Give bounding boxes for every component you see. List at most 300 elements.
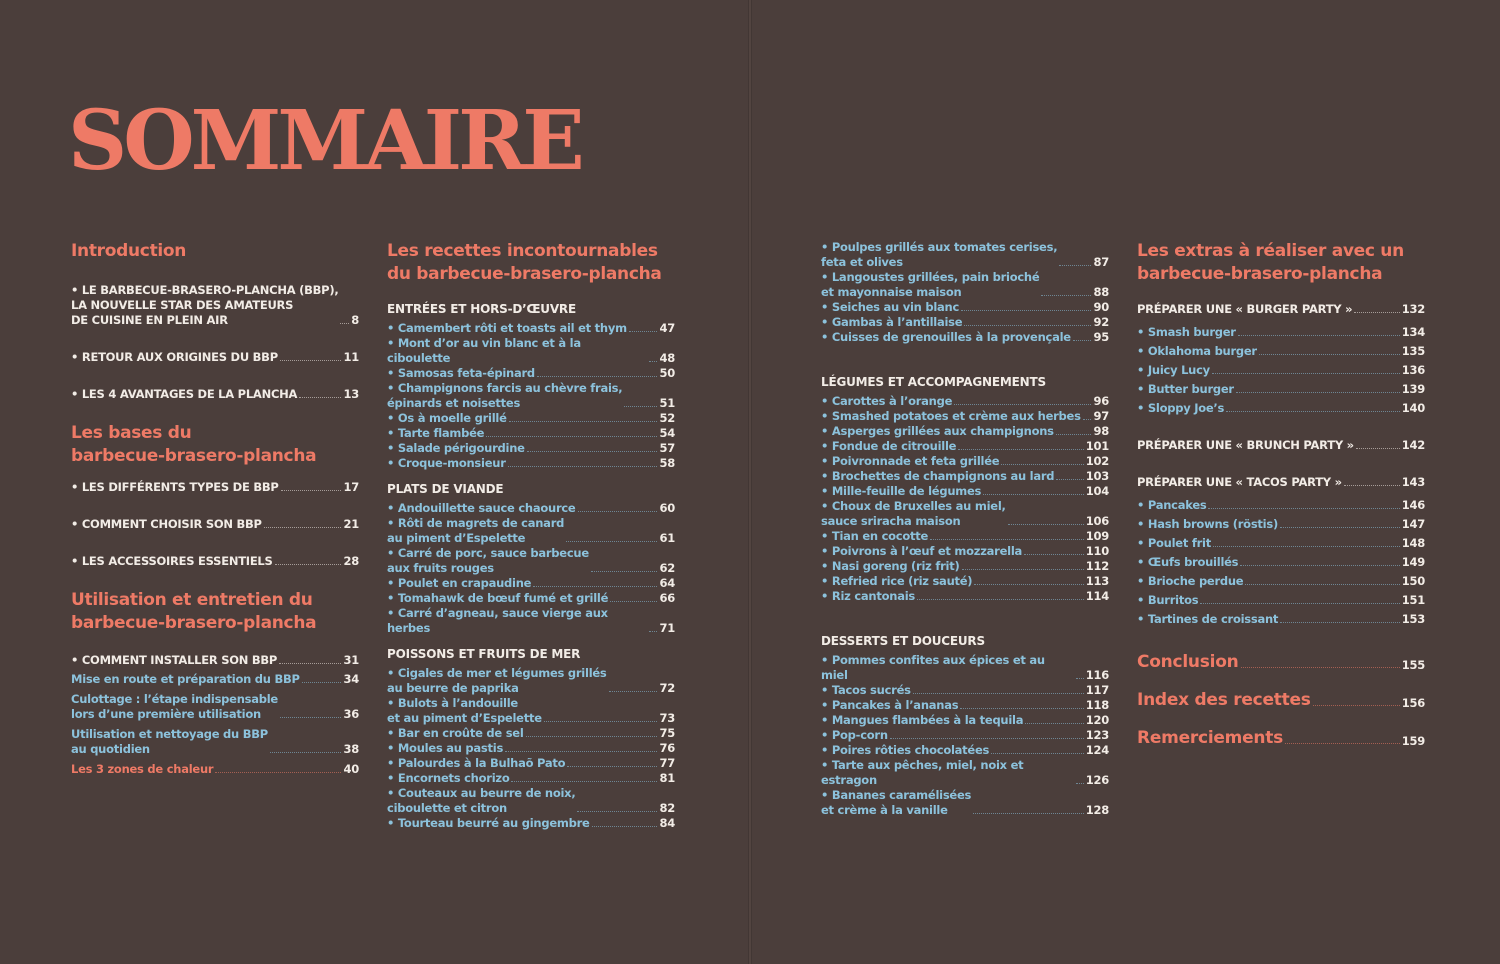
section-heading: Utilisation et entretien du barbecue-brasero-plancha [71, 590, 317, 633]
section-heading: Les extras à réaliser avec un barbecue-brasero-plancha [1137, 241, 1404, 284]
dot-leader [983, 494, 1084, 495]
toc-entry[interactable] [387, 771, 675, 786]
toc-entry[interactable] [71, 480, 359, 495]
dot-leader [270, 752, 342, 753]
toc-page-number: 71 [659, 621, 675, 635]
dot-leader [1083, 419, 1092, 420]
toc-page-number: 21 [343, 517, 359, 531]
toc-entry-label[interactable]: • Tarte aux pêches, miel, noix et estragon [821, 758, 1024, 787]
dot-leader [1212, 373, 1400, 374]
toc-entry[interactable] [821, 240, 1109, 270]
toc-page-number: 75 [659, 726, 675, 740]
toc-entry-label[interactable]: • Riz cantonais [821, 589, 915, 603]
toc-entry[interactable] [1137, 612, 1425, 627]
toc-entry-label[interactable]: • Carré d’agneau, sauce vierge aux herbes [387, 606, 608, 635]
toc-page-number: 104 [1085, 484, 1109, 498]
toc-entry-label[interactable]: • Tian en cocotte [821, 529, 929, 543]
toc-page-number: 114 [1085, 589, 1109, 603]
toc-column-4 [1137, 240, 1425, 749]
dot-leader [629, 331, 658, 332]
toc-entry[interactable] [387, 411, 675, 426]
dot-leader [592, 826, 658, 827]
toc-entry-label[interactable]: • Bananes caramélisées et crème à la vanille [821, 788, 972, 817]
toc-entry[interactable] [1137, 302, 1425, 317]
toc-page-number: 126 [1085, 773, 1109, 787]
toc-entry-label[interactable]: • Encornets chorizo [387, 771, 510, 785]
dot-leader [215, 772, 341, 773]
toc-page-number: 90 [1093, 300, 1109, 314]
toc-column-1 [71, 240, 359, 777]
toc-entry-label[interactable]: • LES ACCESSOIRES ESSENTIELS [71, 554, 273, 568]
dot-leader [609, 691, 658, 692]
dot-leader [505, 751, 657, 752]
toc-page-number: 128 [1085, 803, 1109, 817]
toc-page-number: 112 [1085, 559, 1109, 573]
toc-entry[interactable] [387, 726, 675, 741]
toc-entry[interactable] [821, 758, 1109, 788]
toc-entry[interactable] [1137, 475, 1425, 490]
toc-entry-label[interactable]: • Carottes à l’orange [821, 394, 953, 408]
dot-leader [280, 717, 342, 718]
toc-entry-label[interactable]: • Sloppy Joe’s [1137, 401, 1225, 415]
toc-entry-label[interactable]: • Carré de porc, sauce barbecue aux fruits rouges [387, 546, 589, 575]
dot-leader [1259, 354, 1400, 355]
subsection-title: LÉGUMES ET ACCOMPAGNEMENTS [821, 375, 1046, 389]
toc-entry-label[interactable]: • RETOUR AUX ORIGINES DU BBP [71, 350, 278, 364]
toc-entry-label[interactable]: • Burritos [1137, 593, 1199, 607]
dot-leader [1238, 335, 1400, 336]
toc-entry-label[interactable]: • Nasi goreng (riz frit) [821, 559, 960, 573]
toc-page-number: 96 [1093, 394, 1109, 408]
dot-leader [1208, 508, 1399, 509]
toc-entry-label[interactable]: • Œufs brouillés [1137, 555, 1239, 569]
toc-entry[interactable] [387, 546, 675, 576]
toc-page-number: 40 [343, 762, 359, 776]
toc-entry[interactable] [821, 409, 1109, 424]
toc-entry[interactable] [71, 727, 359, 757]
dot-leader [279, 663, 341, 664]
toc-entry[interactable] [821, 574, 1109, 589]
toc-page-number: 140 [1401, 401, 1425, 415]
spacer [1137, 317, 1425, 321]
toc-entry[interactable] [387, 786, 675, 816]
toc-page-number: 54 [659, 426, 675, 440]
dot-leader [567, 766, 657, 767]
spacer [1137, 490, 1425, 494]
toc-entry-label[interactable]: • Palourdes à la Bulhaõ Pato [387, 756, 566, 770]
toc-entry-label[interactable]: • Tomahawk de bœuf fumé et grillé [387, 591, 609, 605]
toc-entry[interactable] [387, 381, 675, 411]
toc-page-number: 147 [1401, 517, 1425, 531]
dot-leader [508, 466, 658, 467]
toc-entry-label[interactable]: • Pancakes à l’ananas [821, 698, 959, 712]
toc-page-number: 153 [1401, 612, 1425, 626]
toc-page-number: 73 [659, 711, 675, 725]
toc-entry[interactable] [821, 454, 1109, 469]
dot-leader [566, 541, 657, 542]
dot-leader [973, 813, 1084, 814]
toc-entry[interactable] [1137, 438, 1425, 453]
toc-entry[interactable] [387, 441, 675, 456]
toc-entry-label[interactable]: • Brioche perdue [1137, 574, 1244, 588]
toc-page-number: 146 [1401, 498, 1425, 512]
toc-entry-label[interactable]: • Cuisses de grenouilles à la provençale [821, 330, 1071, 344]
toc-entry-label[interactable]: PRÉPARER UNE « BURGER PARTY » [1137, 302, 1353, 316]
dot-leader [280, 360, 342, 361]
toc-entry-label[interactable]: • Langoustes grillées, pain brioché et mayonnaise maison [821, 270, 1040, 299]
toc-entry[interactable] [71, 283, 359, 328]
dot-leader [1059, 265, 1091, 266]
toc-entry[interactable] [821, 544, 1109, 559]
toc-page-number: 81 [659, 771, 675, 785]
toc-page-number: 38 [343, 742, 359, 756]
toc-page-number: 98 [1093, 424, 1109, 438]
toc-page-number: 135 [1401, 344, 1425, 358]
dot-leader [1076, 783, 1084, 784]
toc-page-number: 123 [1085, 728, 1109, 742]
toc-page-number: 64 [659, 576, 675, 590]
toc-entry[interactable] [387, 501, 675, 516]
toc-entry-label[interactable]: • Rôti de magrets de canard au piment d’Espelette [387, 516, 565, 545]
toc-entry[interactable] [387, 591, 675, 606]
dot-leader [913, 693, 1084, 694]
toc-entry-label[interactable]: Conclusion [1137, 652, 1239, 672]
dot-leader [964, 325, 1091, 326]
toc-page-number: 58 [659, 456, 675, 470]
toc-page-number: 142 [1401, 438, 1425, 452]
dot-leader [1056, 434, 1092, 435]
toc-entry-label[interactable]: • Poulet en crapaudine [387, 576, 532, 590]
subsection-title: POISSONS ET FRUITS DE MER [387, 647, 581, 661]
toc-page-number: 84 [659, 816, 675, 830]
toc-entry-label[interactable]: • Mangues flambées à la tequila [821, 713, 1024, 727]
toc-entry-label[interactable]: Utilisation et nettoyage du BBP au quotidien [71, 727, 268, 756]
toc-entry[interactable] [71, 762, 359, 777]
dot-leader [649, 631, 657, 632]
toc-page-number: 72 [659, 681, 675, 695]
toc-page-number: 101 [1085, 439, 1109, 453]
page-title: SOMMAIRE [68, 93, 581, 189]
toc-entry-label[interactable]: Mise en route et préparation du BBP [71, 672, 300, 686]
toc-entry[interactable] [387, 696, 675, 726]
toc-entry-label[interactable]: • Poulpes grillés aux tomates cerises, feta et olives [821, 240, 1058, 269]
toc-page-number: 97 [1093, 409, 1109, 423]
dot-leader [577, 811, 657, 812]
toc-entry[interactable] [387, 741, 675, 756]
dot-leader [1354, 312, 1399, 313]
toc-entry-label[interactable]: • Samosas feta-épinard [387, 366, 535, 380]
toc-page-number: 149 [1401, 555, 1425, 569]
toc-entry[interactable] [821, 484, 1109, 499]
toc-entry[interactable] [387, 516, 675, 546]
dot-leader [281, 490, 342, 491]
toc-entry-label[interactable]: • Bar en croûte de sel [387, 726, 524, 740]
toc-entry-label[interactable]: • Choux de Bruxelles au miel, sauce sriracha maison [821, 499, 1006, 528]
toc-entry-label[interactable]: Culottage : l’étape indispensable lors d’une première utilisation [71, 692, 278, 721]
toc-page-number: 124 [1085, 743, 1109, 757]
dot-leader [1226, 411, 1400, 412]
dot-leader [527, 451, 658, 452]
dot-leader [1344, 485, 1400, 486]
toc-entry-label[interactable]: • Andouillette sauce chaource [387, 501, 576, 515]
toc-entry[interactable] [71, 653, 359, 668]
dot-leader [511, 781, 657, 782]
toc-chapter-entry[interactable] [1137, 727, 1425, 749]
toc-entry[interactable] [387, 426, 675, 441]
toc-page-number: 88 [1093, 285, 1109, 299]
toc-entry[interactable] [821, 424, 1109, 439]
toc-page-number: 60 [659, 501, 675, 515]
toc-page-number: 139 [1401, 382, 1425, 396]
section-heading: Les recettes incontournables du barbecue-brasero-plancha [387, 241, 662, 284]
toc-entry-label[interactable]: • Smash burger [1137, 325, 1236, 339]
toc-page-number: 120 [1085, 713, 1109, 727]
dot-leader [954, 404, 1091, 405]
dot-leader [974, 584, 1083, 585]
toc-entry[interactable] [1137, 401, 1425, 416]
toc-entry-label[interactable]: • Pop-corn [821, 728, 888, 742]
dot-leader [1076, 678, 1084, 679]
toc-entry-label[interactable]: Index des recettes [1137, 690, 1311, 710]
dot-leader [958, 449, 1084, 450]
toc-chapter-entry[interactable] [1137, 689, 1425, 711]
toc-entry[interactable] [821, 300, 1109, 315]
toc-entry-label[interactable]: • COMMENT INSTALLER SON BBP [71, 653, 278, 667]
toc-entry-label[interactable]: • Salade périgourdine [387, 441, 525, 455]
dot-leader [591, 571, 658, 572]
toc-entry[interactable] [1137, 555, 1425, 570]
toc-entry-label[interactable]: Les 3 zones de chaleur [71, 762, 214, 776]
toc-entry[interactable] [71, 517, 359, 532]
toc-entry[interactable] [821, 559, 1109, 574]
dot-leader [1285, 743, 1400, 744]
toc-entry-label[interactable]: • Hash browns (röstis) [1137, 517, 1278, 531]
dot-leader [537, 376, 658, 377]
toc-page-number: 143 [1401, 475, 1425, 489]
dot-leader [299, 397, 341, 398]
toc-entry-label[interactable]: • Champignons farcis au chèvre frais, épinards et noisettes [387, 381, 623, 410]
toc-page-number: 156 [1401, 696, 1425, 710]
toc-entry-label[interactable]: • Tourteau beurré au gingembre [387, 816, 590, 830]
toc-page-number: 11 [343, 350, 359, 364]
toc-entry[interactable] [821, 270, 1109, 300]
toc-entry-label[interactable]: • Camembert rôti et toasts ail et thym [387, 321, 627, 335]
toc-page-number: 136 [1401, 363, 1425, 377]
toc-entry[interactable] [1137, 517, 1425, 532]
toc-entry[interactable] [71, 387, 359, 402]
toc-page-number: 134 [1401, 325, 1425, 339]
toc-entry[interactable] [821, 330, 1109, 345]
toc-page-number: 151 [1401, 593, 1425, 607]
toc-entry-label[interactable]: • Brochettes de champignons au lard [821, 469, 1055, 483]
subsection-title: PLATS DE VIANDE [387, 482, 504, 496]
toc-entry[interactable] [821, 788, 1109, 818]
toc-entry[interactable] [1137, 344, 1425, 359]
dot-leader [1280, 527, 1400, 528]
toc-entry-label[interactable]: • Moules au pastis [387, 741, 504, 755]
toc-entry[interactable] [821, 698, 1109, 713]
toc-entry[interactable] [821, 713, 1109, 728]
toc-page-number: 51 [659, 396, 675, 410]
toc-entry-label[interactable]: • Os à moelle grillé [387, 411, 507, 425]
toc-entry[interactable] [821, 743, 1109, 758]
toc-entry-label[interactable]: • Smashed potatoes et crème aux herbes [821, 409, 1081, 423]
toc-entry[interactable] [821, 683, 1109, 698]
toc-entry-label[interactable]: • Bulots à l’andouille et au piment d’Espelette [387, 696, 542, 725]
toc-entry-label[interactable]: • Seiches au vin blanc [821, 300, 960, 314]
toc-page-number: 31 [343, 653, 359, 667]
toc-entry-label[interactable]: • Poires rôties chocolatées [821, 743, 990, 757]
dot-leader [544, 721, 658, 722]
dot-leader [264, 527, 342, 528]
dot-leader [917, 599, 1084, 600]
toc-entry-label[interactable]: • Pommes confites aux épices et au miel [821, 653, 1045, 682]
toc-entry-label[interactable]: PRÉPARER UNE « TACOS PARTY » [1137, 475, 1342, 489]
toc-entry[interactable] [71, 554, 359, 569]
dot-leader [1213, 546, 1400, 547]
toc-entry-label[interactable]: PRÉPARER UNE « BRUNCH PARTY » [1137, 438, 1354, 452]
toc-page-number: 116 [1085, 668, 1109, 682]
toc-entry-label[interactable]: • Mont d’or au vin blanc et à la ciboulette [387, 336, 581, 365]
toc-entry-label[interactable]: • Oklahoma burger [1137, 344, 1257, 358]
toc-entry-label[interactable]: • Cigales de mer et légumes grillés au beurre de paprika [387, 666, 607, 695]
toc-entry[interactable] [821, 589, 1109, 604]
toc-entry-label[interactable]: Remerciements [1137, 728, 1284, 748]
toc-entry-label[interactable]: • LES 4 AVANTAGES DE LA PLANCHA [71, 387, 298, 401]
toc-entry[interactable] [387, 366, 675, 381]
toc-entry-label[interactable]: • Juicy Lucy [1137, 363, 1210, 377]
toc-page-number: 48 [659, 351, 675, 365]
toc-page-number: 92 [1093, 315, 1109, 329]
toc-page-number: 34 [343, 672, 359, 686]
dot-leader [649, 361, 657, 362]
toc-page-number: 118 [1085, 698, 1109, 712]
toc-page-number: 132 [1401, 302, 1425, 316]
toc-entry[interactable] [387, 576, 675, 591]
toc-entry-label[interactable]: • Butter burger [1137, 382, 1234, 396]
toc-entry[interactable] [1137, 325, 1425, 340]
toc-page-number: 50 [659, 366, 675, 380]
toc-entry[interactable] [1137, 593, 1425, 608]
toc-page-number: 110 [1085, 544, 1109, 558]
toc-page-number: 87 [1093, 255, 1109, 269]
toc-entry-label[interactable]: • Couteaux au beurre de noix, ciboulette et citron [387, 786, 576, 815]
toc-page-number: 36 [343, 707, 359, 721]
toc-entry-label[interactable]: • Tarte flambée [387, 426, 485, 440]
toc-page-number: 66 [659, 591, 675, 605]
toc-entry[interactable] [387, 816, 675, 831]
toc-entry-label[interactable]: • LES DIFFÉRENTS TYPES DE BBP [71, 480, 279, 494]
dot-leader [610, 601, 657, 602]
toc-entry[interactable] [1137, 382, 1425, 397]
toc-entry-label[interactable]: • Tacos sucrés [821, 683, 911, 697]
toc-entry[interactable] [71, 672, 359, 687]
dot-leader [991, 753, 1084, 754]
toc-page-number: 148 [1401, 536, 1425, 550]
toc-page-number: 109 [1085, 529, 1109, 543]
toc-entry[interactable] [1137, 498, 1425, 513]
toc-entry[interactable] [821, 469, 1109, 484]
toc-entry[interactable] [1137, 363, 1425, 378]
toc-entry-label[interactable]: • Poivrons à l’œuf et mozzarella [821, 544, 1023, 558]
toc-entry-label[interactable]: • COMMENT CHOISIR SON BBP [71, 517, 262, 531]
dot-leader [1356, 448, 1400, 449]
toc-entry[interactable] [387, 456, 675, 471]
toc-entry[interactable] [387, 336, 675, 366]
toc-chapter-entry[interactable] [1137, 651, 1425, 673]
dot-leader [1041, 295, 1091, 296]
toc-entry-label[interactable]: • LE BARBECUE-BRASERO-PLANCHA (BBP), LA NOUVELLE STAR DES AMATEURS DE CUISINE EN PLEIN AIR [71, 283, 339, 327]
toc-entry-label[interactable]: • Poulet frit [1137, 536, 1211, 550]
subsection-title: ENTRÉES ET HORS-D’ŒUVRE [387, 302, 576, 316]
toc-entry[interactable] [387, 666, 675, 696]
dot-leader [1200, 603, 1399, 604]
toc-entry-label[interactable]: • Fondue de citrouille [821, 439, 957, 453]
toc-entry-label[interactable]: • Croque-monsieur [387, 456, 506, 470]
toc-entry[interactable] [71, 350, 359, 365]
toc-page-number: 150 [1401, 574, 1425, 588]
toc-page-number: 159 [1401, 734, 1425, 748]
dot-leader [1240, 565, 1399, 566]
toc-page-number: 52 [659, 411, 675, 425]
toc-page-number: 103 [1085, 469, 1109, 483]
toc-page-number: 117 [1085, 683, 1109, 697]
toc-entry[interactable] [821, 315, 1109, 330]
toc-page-number: 102 [1085, 454, 1109, 468]
toc-page-number: 77 [659, 756, 675, 770]
toc-entry[interactable] [387, 321, 675, 336]
toc-entry[interactable] [821, 439, 1109, 454]
toc-page-number: 28 [343, 554, 359, 568]
dot-leader [1236, 392, 1400, 393]
toc-entry[interactable] [821, 394, 1109, 409]
toc-entry[interactable] [387, 606, 675, 636]
toc-page-number: 57 [659, 441, 675, 455]
toc-entry-label[interactable]: • Asperges grillées aux champignons [821, 424, 1054, 438]
toc-entry-label[interactable]: • Tartines de croissant [1137, 612, 1279, 626]
dot-leader [1313, 705, 1400, 706]
toc-entry[interactable] [821, 728, 1109, 743]
dot-leader [340, 323, 349, 324]
toc-entry[interactable] [1137, 574, 1425, 589]
toc-entry-label[interactable]: • Gambas à l’antillaise [821, 315, 963, 329]
dot-leader [486, 436, 657, 437]
toc-entry[interactable] [821, 653, 1109, 683]
dot-leader [1241, 667, 1400, 668]
toc-entry[interactable] [387, 756, 675, 771]
dot-leader [1280, 622, 1400, 623]
dot-leader [1073, 340, 1092, 341]
toc-entry[interactable] [821, 499, 1109, 529]
toc-entry-label[interactable]: • Poivronnade et feta grillée [821, 454, 1000, 468]
dot-leader [1001, 464, 1083, 465]
dot-leader [302, 682, 342, 683]
dot-leader [930, 539, 1084, 540]
dot-leader [890, 738, 1084, 739]
toc-page-number: 61 [659, 531, 675, 545]
toc-page-number: 17 [343, 480, 359, 494]
toc-page-number: 113 [1085, 574, 1109, 588]
toc-entry-label[interactable]: • Pancakes [1137, 498, 1207, 512]
toc-entry[interactable] [821, 529, 1109, 544]
toc-entry[interactable] [71, 692, 359, 722]
toc-page-number: 155 [1401, 658, 1425, 672]
toc-entry-label[interactable]: • Mille-feuille de légumes [821, 484, 982, 498]
toc-entry-label[interactable]: • Refried rice (riz sauté) [821, 574, 973, 588]
dot-leader [1025, 723, 1083, 724]
dot-leader [1024, 554, 1084, 555]
toc-entry[interactable] [1137, 536, 1425, 551]
